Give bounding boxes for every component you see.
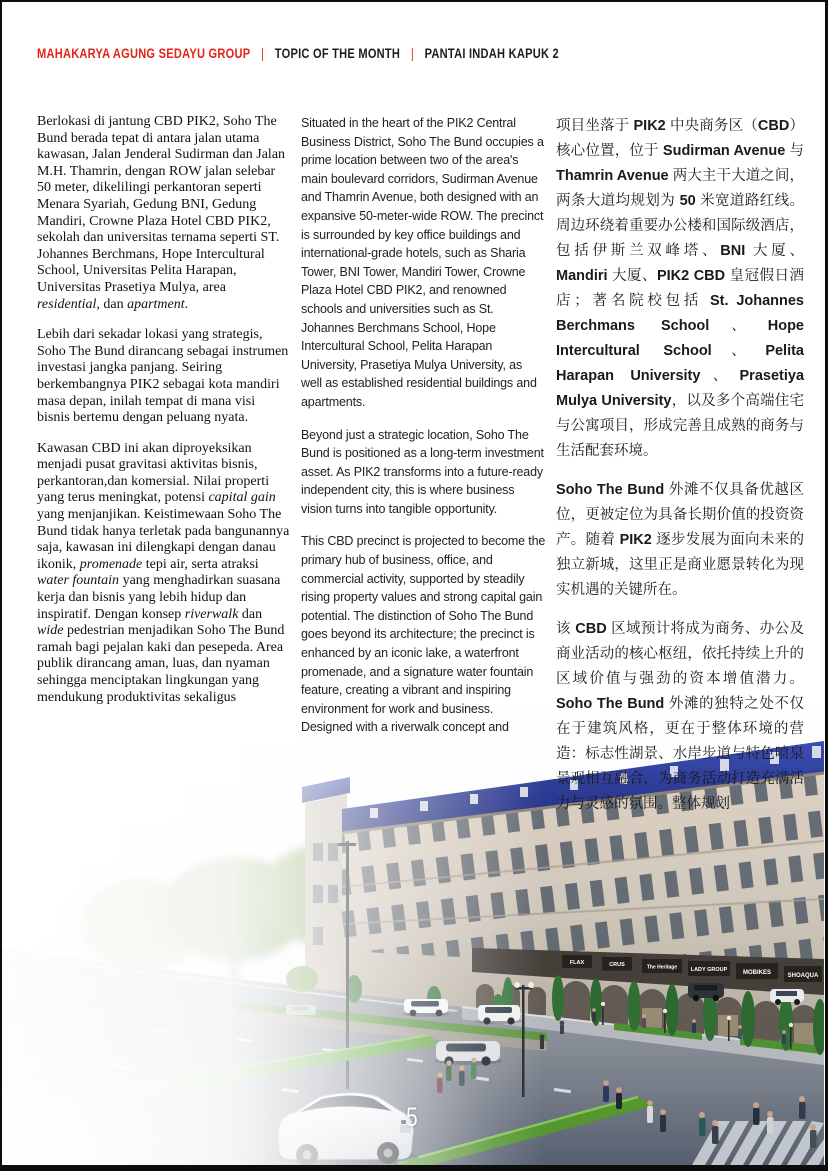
header-section: TOPIC OF THE MONTH [274,46,401,61]
brand-name: MAHAKARYA AGUNG SEDAYU GROUP [37,46,251,61]
paragraph-id-2: Lebih dari sekadar lokasi yang strategis, Soho The Bund dirancang sebagai instrumen investasi jangka panjang. Seiring berkembangnya PIK2 sebagai kota mandiri masa depan, inilah tempat di mana visi bisnis bertemu dengan peluang nyata. [37,327,289,426]
paragraph-zh-1: 项目坐落于 PIK2 中央商务区（CBD）核心位置，位于 Sudirman Avenue 与 Thamrin Avenue 两大主干大道之间，两条大道均规划为 50 米宽道路红线。周边环绕着重要办公楼和国际级酒店，包括伊斯兰双峰塔、BNI 大厦、Mandiri 大厦、PIK2 CBD 皇冠假日酒店；著名院校包括 St. Johannes Berchmans School、Hope Intercultural School、Pelita Harapan University、Prasetiya Mulya University，以及多个高端住宅与公寓项目，形成完善且成熟的商务与生活配套环境。 [556,118,805,459]
header-topic: PANTAI INDAH KAPUK 2 [424,46,559,61]
column-indonesian [37,114,291,831]
header-separator: | [410,46,414,61]
paragraph-id-3: Kawasan CBD ini akan diproyeksikan menjadi pusat gravitasi aktivitas bisnis, perkantoran,dan komersial. Nilai properti yang terus meningkat, potensi capital gain yang menjanjikan. Keistimewaan Soho The Bund tidak hanya terletak pada bangunannya saja, kawasan ini dilengkapi dengan danau ikonik, promenade tepi air, serta atraksi water fountain yang menghadirkan suasana kerja dan bisnis yang lebih hidup dan inspiratif. Dengan konsep riverwalk dan wide pedestrian menjadikan Soho The Bund ramah bagi pejalan kaki dan pesepeda. Area publik dirancang aman, luas, dan nyaman sehingga menciptakan lingkungan yang mendukung produktivitas sekaligus [37,440,290,705]
paragraph-zh-3: 该 CBD 区域预计将成为商务、办公及商业活动的核心枢纽，依托持续上升的区域价值与强劲的资本增值潜力。Soho The Bund 外滩的独特之处不仅在于建筑风格，更在于整体环境的营造：标志性湖景、水岸步道与特色喷泉景观相互融合，为商务活动打造充满活力与灵感的氛围。整体规划 [556,621,804,812]
header-separator: | [261,46,265,61]
page-header [37,46,559,61]
article-columns [37,114,804,831]
column-english [301,114,546,831]
paragraph-en-2: Beyond just a strategic location, Soho The Bund is positioned as a long-term investment asset. As PIK2 transforms into a future-ready independent city, this is where business vision turns into tangible opportunity. [301,427,544,516]
paragraph-en-1: Situated in the heart of the PIK2 Central Business District, Soho The Bund occupies a prime location between two of the area's main boulevard corridors, Sudirman Avenue and Thamrin Avenue, both designed with an expansive 50-meter-wide ROW. The precinct is surrounded by key office buildings and international-grade hotels, such as Sharia Tower, BNI Tower, Mandiri Tower, Crowne Plaza Hotel CBD PIK2, and renowned schools and universities such as St. Johannes Berchmans School, Hope Intercultural School, Pelita Harapan University, Prasetiya Mulya University, as well as established residential buildings and apartments. [301,116,544,409]
page-number: 5 [406,1102,418,1132]
paragraph-en-3: This CBD precinct is projected to become the primary hub of business, office, and commercial activity, supported by steadily rising property values and strong capital gain potential. The distinction of Soho The Bund goes beyond its architecture; the precinct is enhanced by an iconic lake, a waterfront promenade, and a signature water fountain feature, creating a vibrant and inspiring environment for work and business. Designed with a riverwalk concept and [301,534,546,735]
paragraph-id-1: Berlokasi di jantung CBD PIK2, Soho The Bund berada tepat di antara jalan utama kawasan, Jalan Jenderal Sudirman dan Jalan M.H. Thamrin, dengan ROW jalan selebar 50 meter, dikelilingi perkantoran seperti Menara Syariah, Gedung BNI, Gedung Mandiri, Crowne Plaza Hotel CBD PIK2, sekolah dan universitas ternama seperti ST. Johannes Berchmans, Hope Intercultural School, Universitas Pelita Harapan, Universitas Prasetiya Mulya, area residential, dan apartment. [37,114,286,312]
column-chinese [556,114,804,831]
paragraph-zh-2: Soho The Bund 外滩不仅具备优越区位，更被定位为具备长期价值的投资资产。随着 PIK2 逐步发展为面向未来的独立新城，这里正是商业愿景转化为现实机遇的关键所在。 [556,482,804,598]
